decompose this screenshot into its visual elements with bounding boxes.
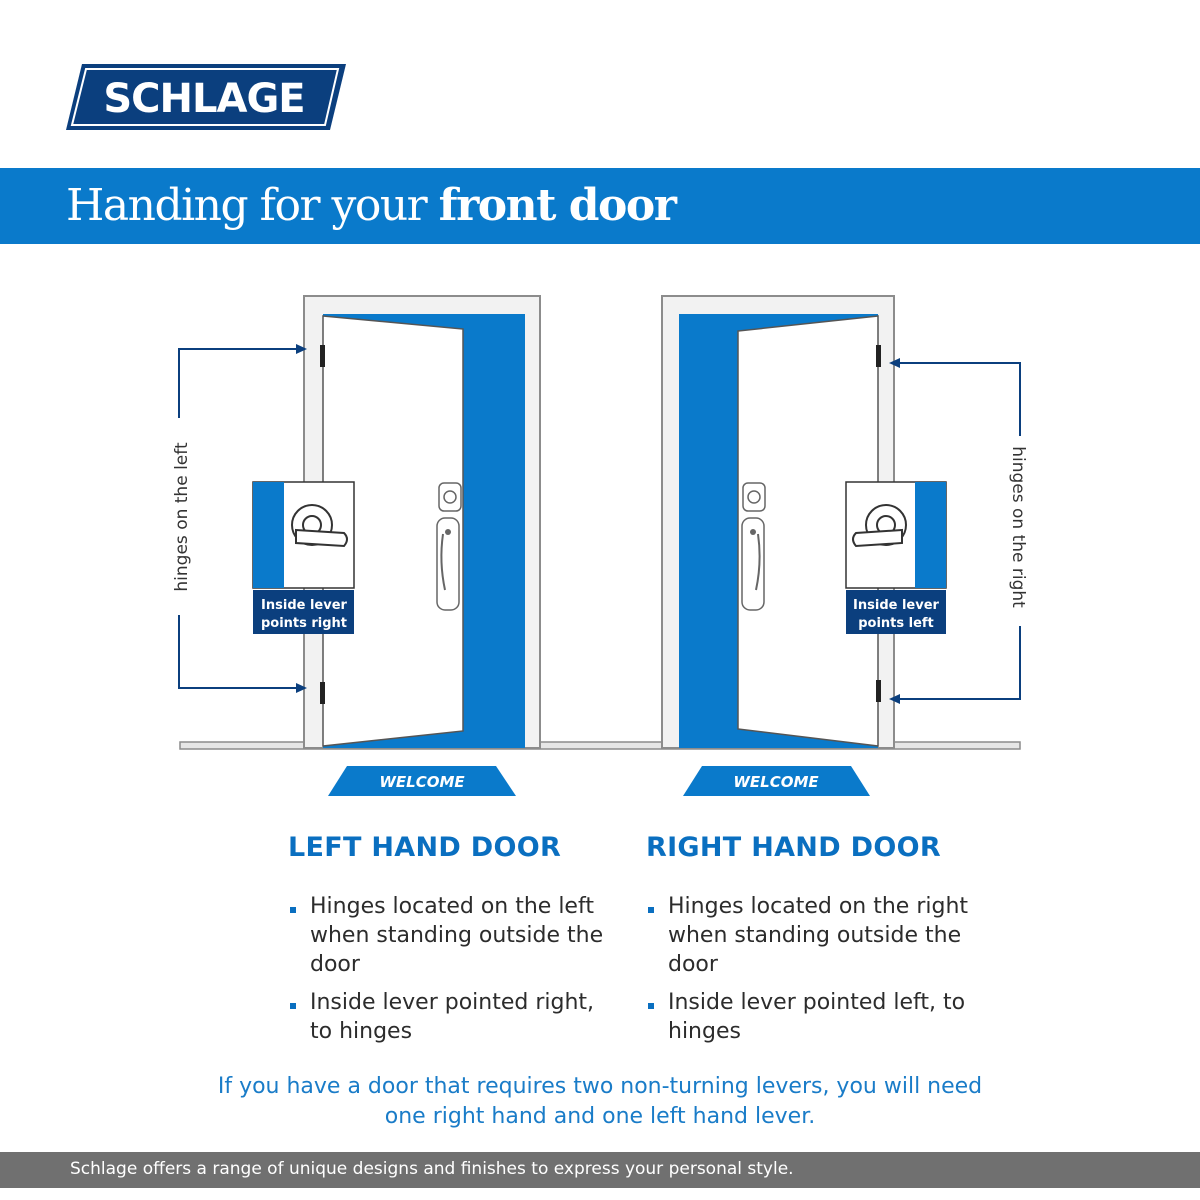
two-lever-note: If you have a door that requires two non-turning levers, you will need one right hand and one left hand lever.	[217, 1074, 983, 1129]
door-illustration	[0, 260, 1200, 810]
list-item: Inside lever pointed left, to hinges	[646, 988, 1016, 1046]
deadbolt-icon	[439, 483, 461, 511]
right-mat-text: WELCOME	[733, 773, 819, 791]
left-hand-door-heading: LEFT HAND DOOR	[288, 832, 562, 863]
left-callout-text-1: Inside lever	[261, 598, 347, 613]
list-item: Inside lever pointed right, to hinges	[288, 988, 618, 1046]
title-light: Handing for your	[66, 180, 439, 231]
right-hand-door-heading: RIGHT HAND DOOR	[646, 832, 941, 863]
list-item: Hinges located on the left when standing outside the door	[288, 892, 618, 979]
hinge-icon	[320, 682, 325, 704]
hinge-icon	[876, 345, 881, 367]
hinge-icon	[320, 345, 325, 367]
title-bold: front door	[438, 180, 676, 231]
right-door	[662, 296, 1028, 796]
svg-text:SCHLAGE: SCHLAGE	[103, 76, 305, 122]
deadbolt-icon	[743, 483, 765, 511]
left-bullet-list	[288, 892, 618, 1055]
left-door	[172, 296, 540, 796]
left-callout-text-2: points right	[260, 616, 348, 631]
page-title	[66, 180, 675, 231]
list-item: Hinges located on the right when standing outside the door	[646, 892, 1016, 979]
hinge-icon	[876, 680, 881, 702]
schlage-logo	[66, 62, 346, 132]
footer-bar	[0, 1152, 1200, 1188]
left-dimension-label: hinges on the left	[172, 442, 192, 592]
right-dimension-label: hinges on the right	[1008, 446, 1028, 608]
right-callout-text-1: Inside lever	[853, 598, 939, 613]
right-bullet-list	[646, 892, 1016, 1055]
right-callout-text-2: points left	[858, 616, 934, 631]
left-mat-text: WELCOME	[379, 773, 465, 791]
footer-text: Schlage offers a range of unique designs and finishes to express your personal style.	[70, 1159, 794, 1179]
